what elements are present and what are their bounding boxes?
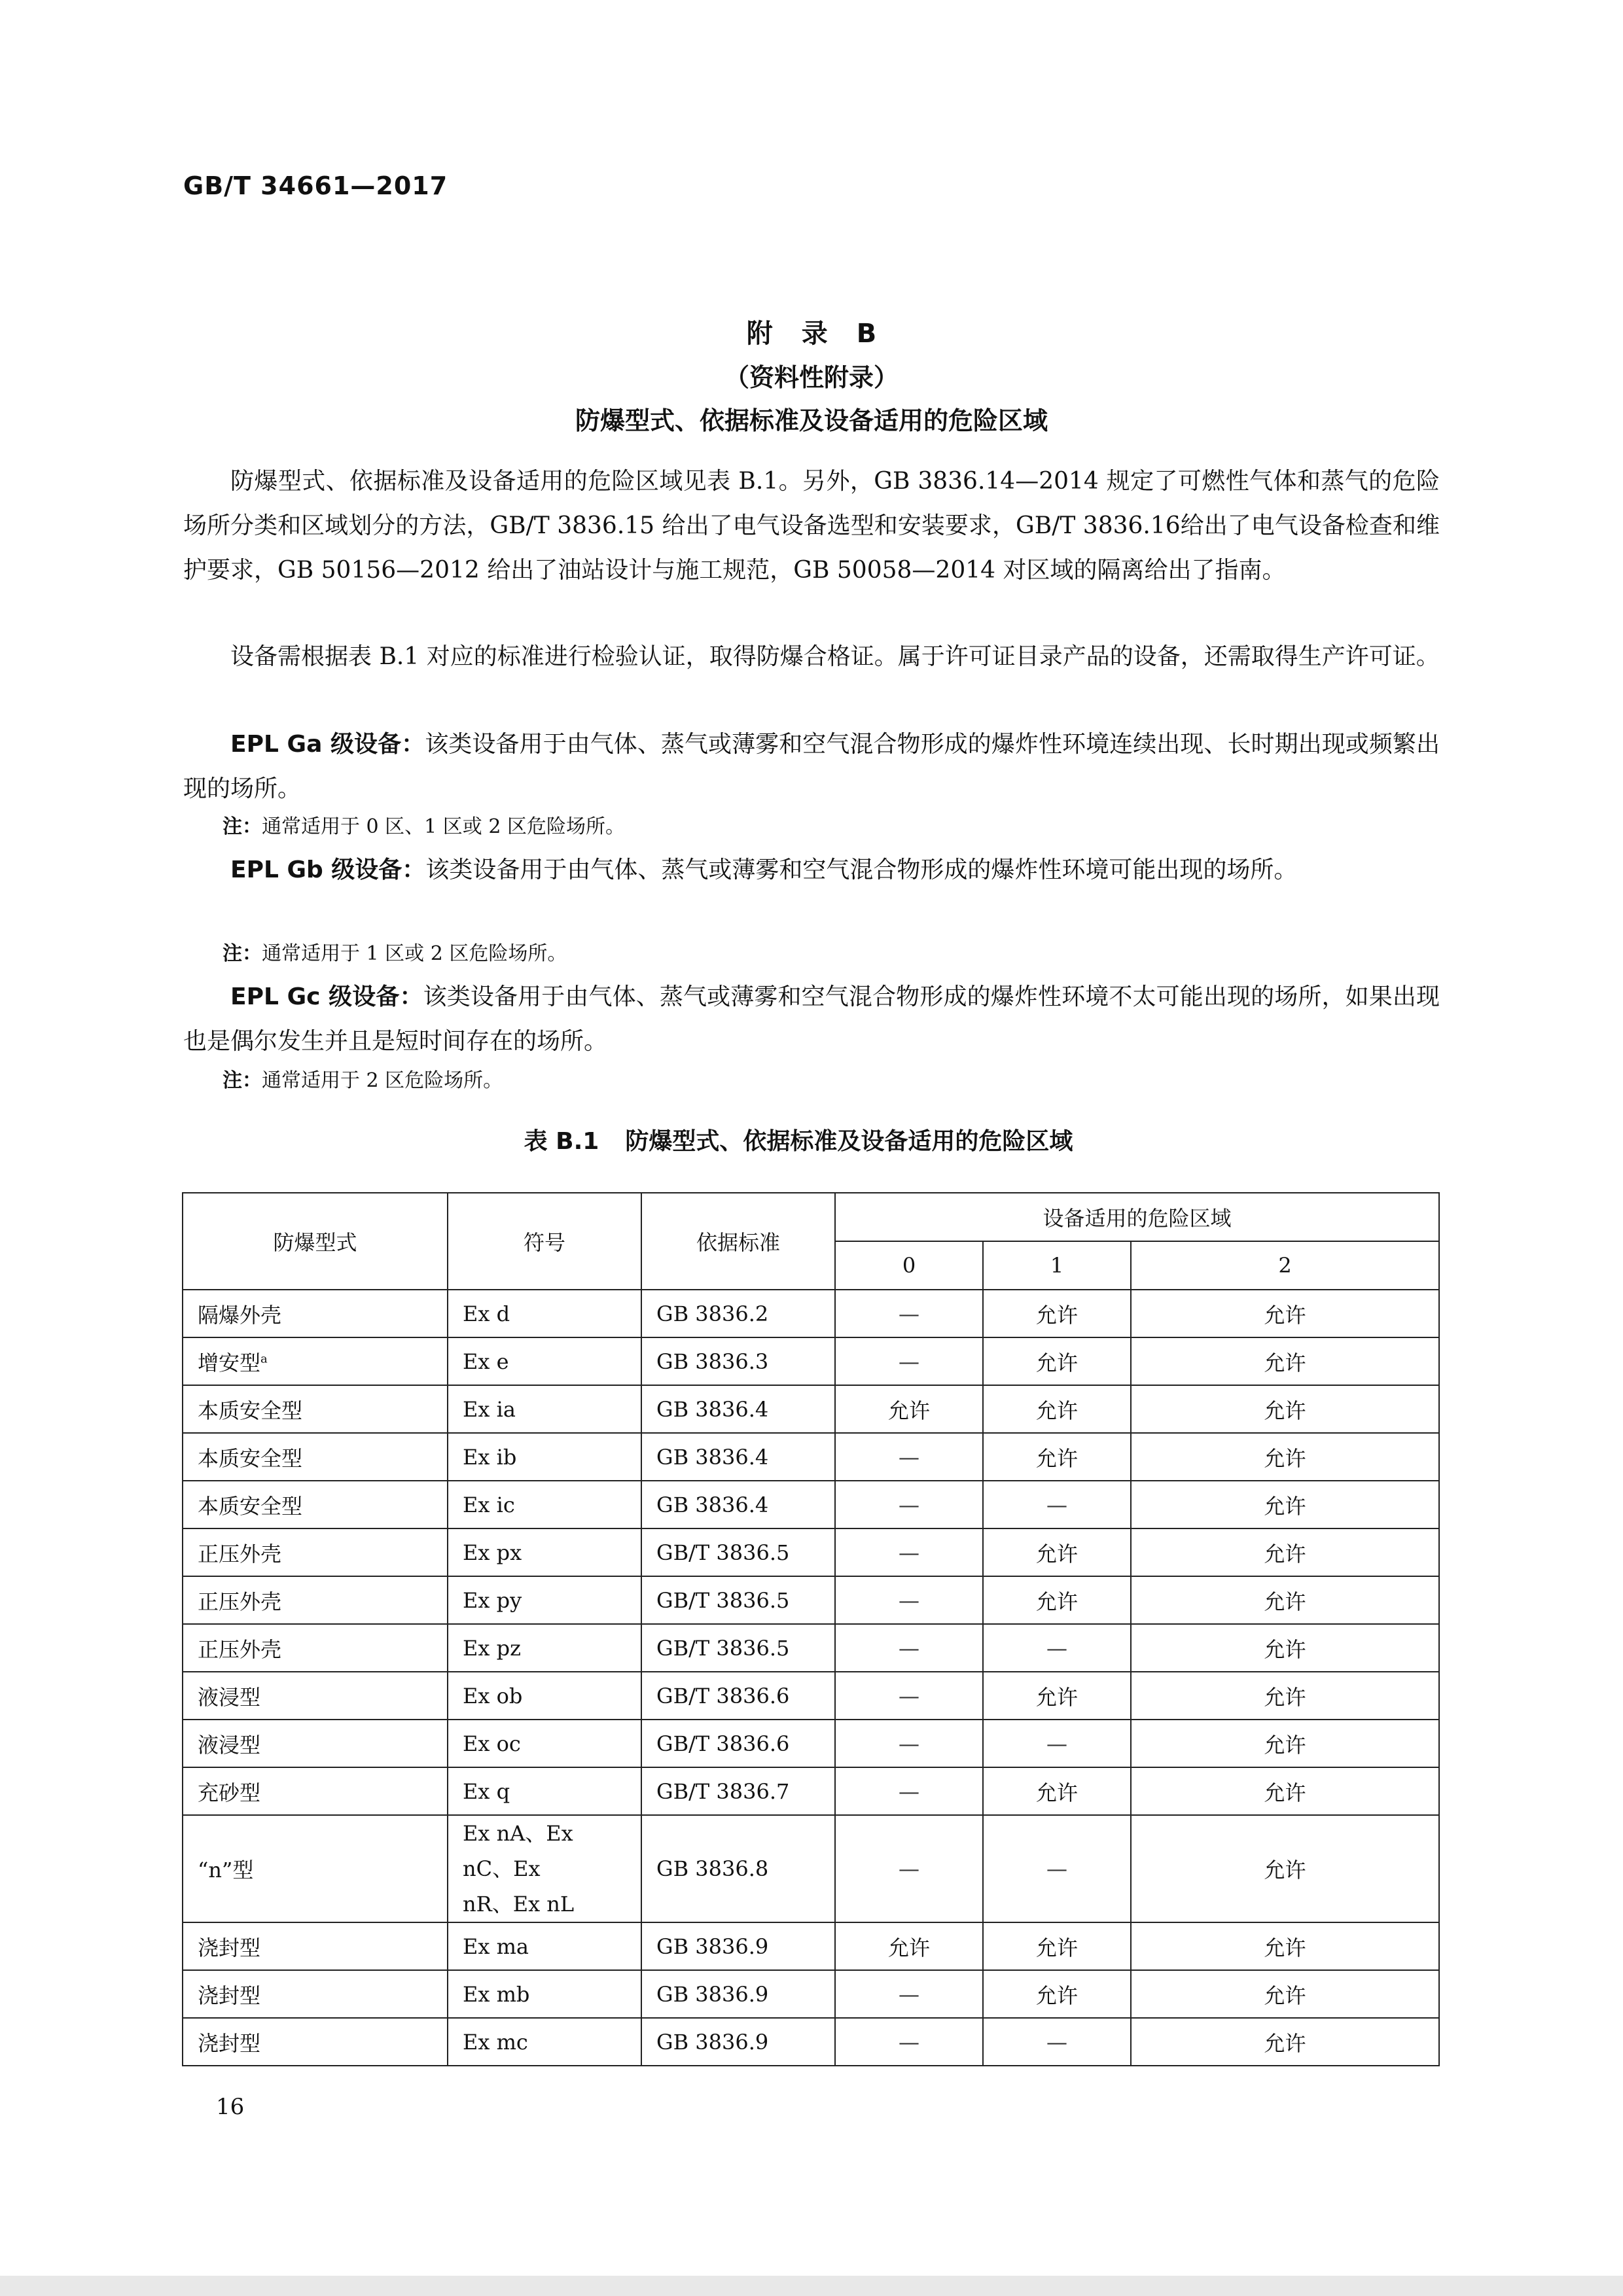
- note-epl-ga: 注：通常适用于 0 区、1 区或 2 区危险场所。: [223, 815, 625, 838]
- header-zone-2: 2: [1131, 1241, 1439, 1290]
- appendix-label: [0, 313, 1623, 350]
- header-type: 防爆型式: [183, 1193, 448, 1290]
- table-row: 浇封型 Ex mc GB 3836.9 — — 允许: [183, 2018, 1439, 2066]
- table-row: 本质安全型 Ex ic GB 3836.4 — — 允许: [183, 1481, 1439, 1528]
- header-zone-0: 0: [835, 1241, 983, 1290]
- epl-gb-text: 该类设备用于由气体、蒸气或薄雾和空气混合物形成的爆炸性环境可能出现的场所。: [425, 857, 1298, 883]
- epl-ga-lead: EPL Ga 级设备：: [230, 731, 425, 758]
- table-title: 防爆型式、依据标准及设备适用的危险区域: [625, 1128, 1073, 1155]
- appendix-word-1: 附: [746, 319, 773, 349]
- header-zone-1: 1: [983, 1241, 1131, 1290]
- appendix-title: 防爆型式、依据标准及设备适用的危险区域: [575, 406, 1048, 435]
- table-row: 液浸型 Ex ob GB/T 3836.6 — 允许 允许: [183, 1672, 1439, 1720]
- table-row: 浇封型 Ex ma GB 3836.9 允许 允许 允许: [183, 1922, 1439, 1970]
- page-number: 16: [216, 2094, 245, 2120]
- standard-code: GB/T 34661—2017: [183, 171, 448, 200]
- epl-gc-text: 该类设备用于由气体、蒸气或薄雾和空气混合物形成的爆炸性环境不太可能出现的场所，如果出现也是偶尔发生并且是短时间存在的场所。: [183, 983, 1440, 1055]
- appendix-type: （资料性附录）: [724, 363, 899, 392]
- header-standard: 依据标准: [641, 1193, 835, 1290]
- table-row: 浇封型 Ex mb GB 3836.9 — 允许 允许: [183, 1970, 1439, 2018]
- table-row: 本质安全型 Ex ia GB 3836.4 允许 允许 允许: [183, 1385, 1439, 1433]
- note-epl-gb: 注：通常适用于 1 区或 2 区危险场所。: [223, 942, 567, 965]
- appendix-word-2: 录: [801, 319, 828, 349]
- table-row: 正压外壳 Ex pz GB/T 3836.5 — — 允许: [183, 1624, 1439, 1672]
- table-row: “n”型 Ex nA、Ex nC、Ex nR、Ex nL GB 3836.8 — — 允许: [183, 1815, 1439, 1922]
- table-row: 液浸型 Ex oc GB/T 3836.6 — — 允许: [183, 1720, 1439, 1767]
- table-row: 增安型$^a$ Ex e GB 3836.3 — 允许 允许: [183, 1337, 1439, 1385]
- page-bottom-band: [0, 2276, 1623, 2296]
- paragraph-epl-ga: [183, 722, 1440, 811]
- header-zones: 设备适用的危险区域: [835, 1193, 1439, 1241]
- note-label: 注：: [223, 942, 262, 965]
- paragraph-intro: 防爆型式、依据标准及设备适用的危险区域见表 B.1。另外，GB 3836.14—2014 规定了可燃性气体和蒸气的危险场所分类和区域划分的方法，GB/T 3836.15 给出了电气设备选型和安装要求，GB/T 3836.16给出了电气设备检查和维护要求，GB 50156—2012 给出了油站设计与施工规范，GB 50058—2014 对区域的隔离给出了指南。: [183, 468, 1440, 584]
- table-caption: [0, 1123, 1623, 1156]
- epl-gc-lead: EPL Gc 级设备：: [230, 983, 423, 1010]
- table-number: 表 B.1: [524, 1128, 599, 1155]
- footnote-mark: a: [260, 1351, 268, 1366]
- epl-ga-text: 该类设备用于由气体、蒸气或薄雾和空气混合物形成的爆炸性环境连续出现、长时期出现或频繁出现的场所。: [183, 731, 1440, 802]
- paragraph-certification: 设备需根据表 B.1 对应的标准进行检验认证，取得防爆合格证。属于许可证目录产品的设备，还需取得生产许可证。: [230, 643, 1440, 670]
- note-epl-gc: 注：通常适用于 2 区危险场所。: [223, 1069, 503, 1092]
- paragraph-epl-gc: [183, 975, 1440, 1064]
- table-row: 正压外壳 Ex px GB/T 3836.5 — 允许 允许: [183, 1528, 1439, 1576]
- table-row: 隔爆外壳 Ex d GB 3836.2 — 允许 允许: [183, 1290, 1439, 1337]
- appendix-letter: B: [856, 319, 877, 349]
- paragraph-epl-gb: [183, 848, 1440, 892]
- note-label: 注：: [223, 815, 262, 838]
- table-row: 本质安全型 Ex ib GB 3836.4 — 允许 允许: [183, 1433, 1439, 1481]
- table-row: 正压外壳 Ex py GB/T 3836.5 — 允许 允许: [183, 1576, 1439, 1624]
- table-row: 充砂型 Ex q GB/T 3836.7 — 允许 允许: [183, 1767, 1439, 1815]
- header-symbol: 符号: [448, 1193, 641, 1290]
- note-label: 注：: [223, 1069, 262, 1092]
- explosion-protection-table: [182, 1192, 1440, 2066]
- epl-gb-lead: EPL Gb 级设备：: [230, 857, 426, 883]
